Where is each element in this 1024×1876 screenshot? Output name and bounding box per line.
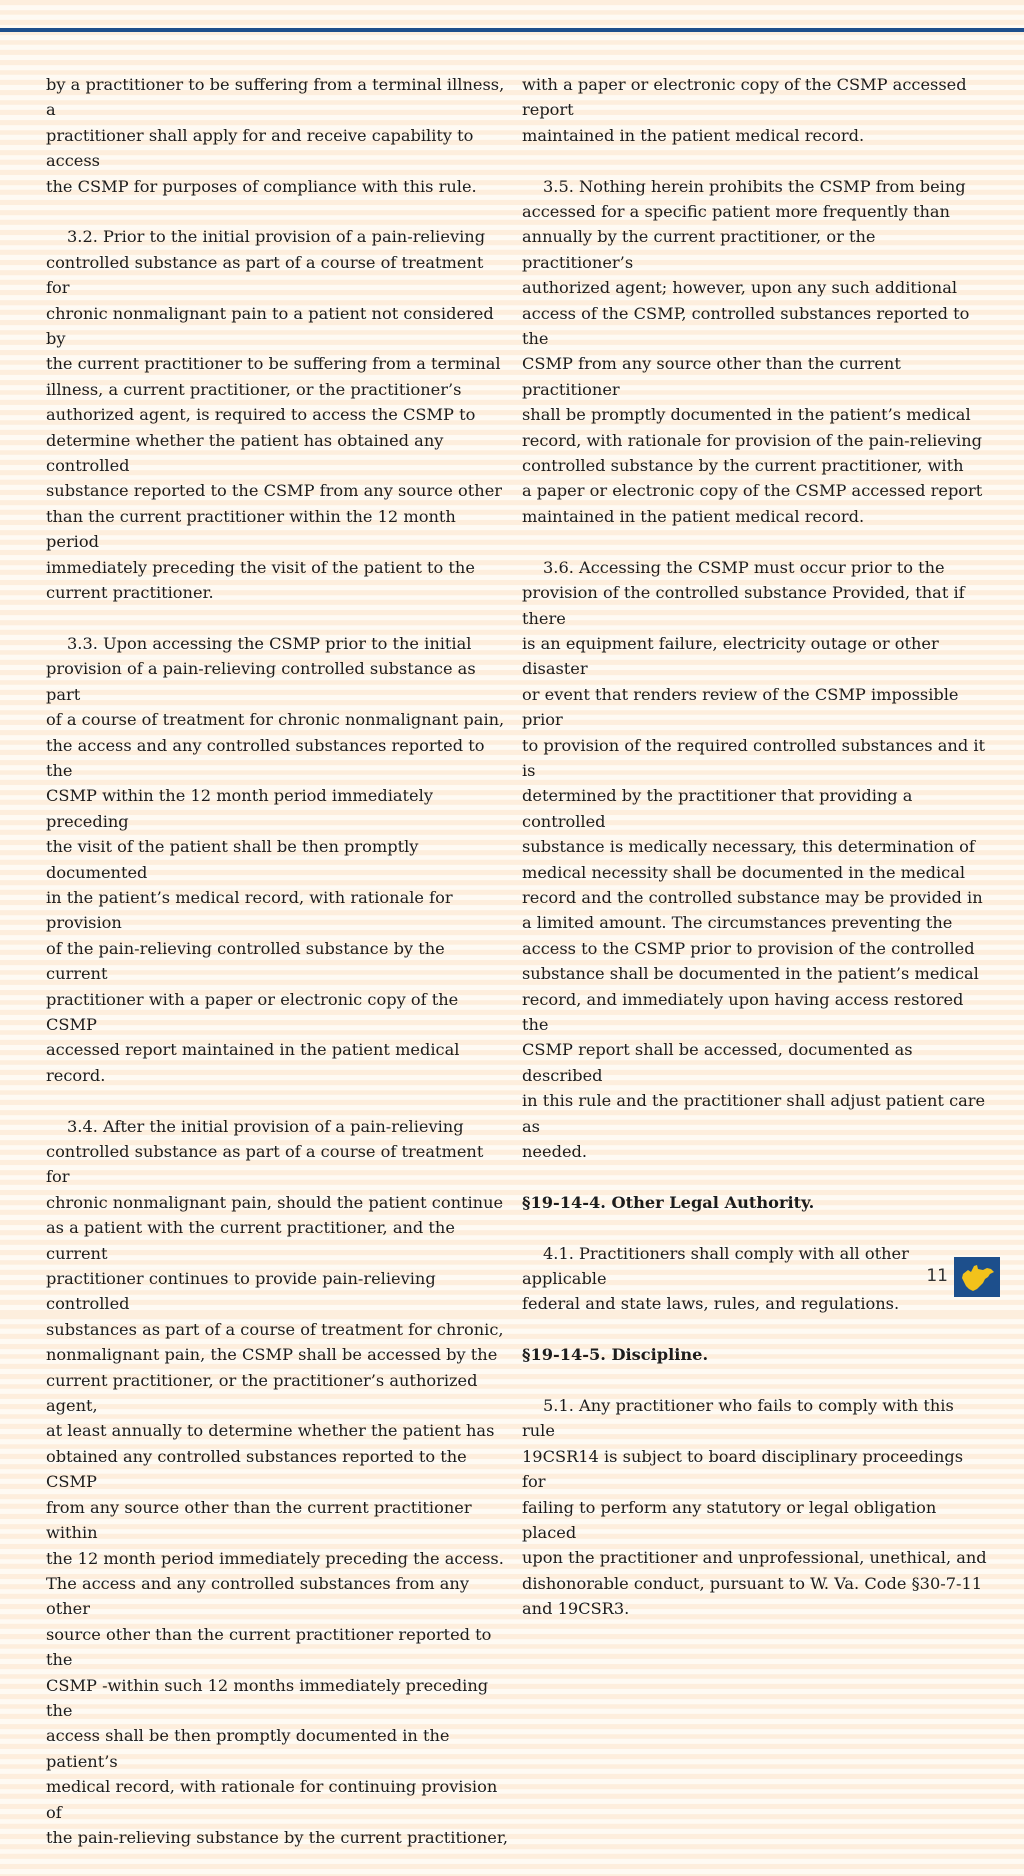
paragraph-4-1: 4.1. Practitioners shall comply with all other applicable federal and state laws, rules, and regulations. (522, 1243, 909, 1314)
state-shape-icon (957, 1260, 997, 1294)
page-number: 11 (926, 1266, 948, 1286)
paragraph-continued-3-1: by a practitioner to be suffering from a terminal illness, a practitioner shall apply for and receive capability to access the CSMP for purposes of compliance with this rule. (46, 75, 505, 196)
header-rule (0, 28, 1024, 32)
paragraph-3-3: 3.3. Upon accessing the CSMP prior to the initial provision of a pain-relieving controlled substance as part of a course of treatment for chronic nonmalignant pain, the access and any controlled substances reported to the CSMP within the 12 month period immediately preceding the visit of the patient shall be then promptly documented in the patient’s medical record, with rationale for provision of the pain-relieving controlled substance by the current practitioner with a paper or electronic copy of the CSMP accessed report maintained in the patient medical record. (46, 633, 505, 1085)
section-heading-19-14-5: §19-14-5. Discipline. (522, 1345, 709, 1365)
paragraph-5-1: 5.1. Any practitioner who fails to comply with this rule 19CSR14 is subject to board disciplinary proceedings for failing to perform any statutory or legal obligation placed upon the practitioner and unprofessional, unethical, and dishonorable conduct, pursuant to W. Va. Code §30-7-11 and 19CSR3. (522, 1396, 987, 1619)
right-column (522, 72, 988, 1647)
paragraph-3-6: 3.6. Accessing the CSMP must occur prior to the provision of the controlled substance Provided, that if there is an equipment failure, electricity outage or other disaster or event that renders review of the CSMP impossible prior to provision of the required controlled substances and it is determined by the practitioner that providing a controlled substance is medically necessary, this determination of medical necessity shall be documented in the medical record and the controlled substance may be provided in a limited amount. The circumstances preventing the access to the CSMP prior to provision of the controlled substance shall be documented in the patient’s medical record, and immediately upon having access restored the CSMP report shall be accessed, documented as described in this rule and the practitioner shall adjust patient care as needed. (522, 557, 986, 1162)
paragraph-3-5: 3.5. Nothing herein prohibits the CSMP from being accessed for a specific patient more frequently than annually by the current practitioner, or the practitioner’s authorized agent; however, upon any such additional access of the CSMP, controlled substances reported to the CSMP from any source other than the current practitioner shall be promptly documented in the patient’s medical record, with rationale for provision of the pain-relieving controlled substance by the current practitioner, with a paper or electronic copy of the CSMP accessed report maintained in the patient medical record. (522, 176, 983, 526)
paragraph-3-4: 3.4. After the initial provision of a pain-relieving controlled substance as part of a course of treatment for chronic nonmalignant pain, should the patient continue as a patient with the current practitioner, and the current practitioner continues to provide pain-relieving controlled substances as part of a course of treatment for chronic, nonmalignant pain, the CSMP shall be accessed by the current practitioner, or the practitioner’s authorized agent, at least annually to determine whether the patient has obtained any controlled substances reported to the CSMP from any source other than the current practitioner within the 12 month period immediately preceding the access. The access and any controlled substances from any other source other than the current practitioner reported to the CSMP -within such 12 months immediately preceding the access shall be then promptly documented in the patient’s medical record, with rationale for continuing provision of the pain-relieving substance by the current practitioner, (46, 1116, 508, 1847)
left-column (46, 72, 508, 1876)
west-virginia-state-icon (954, 1257, 1000, 1297)
section-heading-19-14-4: §19-14-4. Other Legal Authority. (522, 1192, 815, 1212)
paragraph-continued-3-4: with a paper or electronic copy of the CSMP accessed report maintained in the patient medical record. (522, 75, 967, 145)
paragraph-3-2: 3.2. Prior to the initial provision of a pain-relieving controlled substance as part of a course of treatment for chronic nonmalignant pain to a patient not considered by the current practitioner to be suffering from a terminal illness, a current practitioner, or the practitioner’s authorized agent, is required to access the CSMP to determine whether the patient has obtained any controlled substance reported to the CSMP from any source other than the current practitioner within the 12 month period immediately preceding the visit of the patient to the current practitioner. (46, 227, 503, 603)
